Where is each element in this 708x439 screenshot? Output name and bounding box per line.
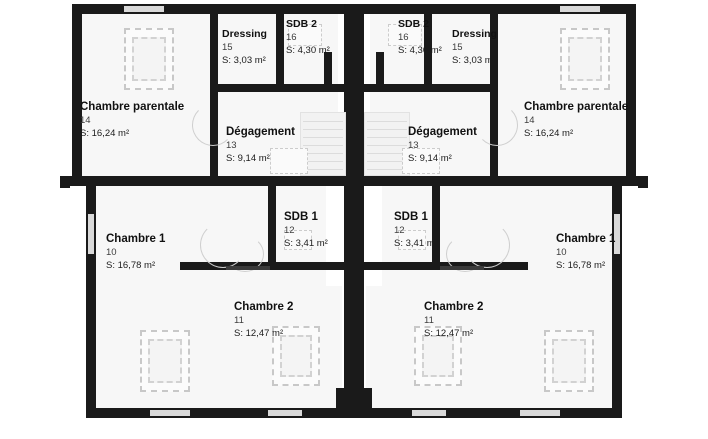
room-area: S: 12,47 m²	[234, 328, 284, 340]
room-area: S: 9,14 m²	[226, 153, 270, 165]
room-name: SDB 2	[286, 18, 317, 30]
label-sdb1-right	[394, 210, 438, 250]
room-area: S: 12,47 m²	[424, 328, 474, 340]
room-number: 16	[398, 32, 409, 44]
room-number: 13	[408, 140, 419, 152]
room-number: 10	[106, 247, 117, 259]
room-name: SDB 2	[398, 18, 429, 30]
room-area: S: 3,03 m²	[452, 55, 496, 66]
room-number: 10	[556, 247, 567, 259]
label-chambre2-right	[424, 300, 483, 340]
wall-step-right-stub	[638, 176, 648, 188]
room-number: 11	[234, 315, 244, 327]
wall-left-unit-sdb2-return	[324, 52, 332, 86]
room-area: S: 3,41 m²	[394, 238, 438, 250]
window-left-side	[88, 214, 94, 254]
room-number: 15	[222, 42, 233, 54]
wall-left-unit-sdb1-vertical	[268, 186, 276, 268]
wall-party-central	[344, 4, 364, 418]
wall-left-unit-horizontal-b	[152, 176, 344, 186]
window-bottom-right-2	[412, 410, 446, 416]
wall-right-upper	[626, 4, 636, 176]
room-area: S: 16,78 m²	[556, 260, 606, 272]
label-chambre1-left	[106, 232, 165, 272]
room-name: Dégagement	[226, 126, 296, 138]
label-degagement-right	[408, 125, 477, 165]
room-area: S: 3,41 m²	[284, 238, 328, 250]
room-area: S: 16,78 m²	[106, 260, 156, 272]
label-degagement-left	[226, 125, 295, 165]
bed-chambre-parentale-left	[124, 28, 174, 90]
wall-top-left	[72, 4, 344, 14]
room-name: Chambre parentale	[80, 101, 185, 113]
wall-left-upper	[72, 4, 82, 176]
room-number: 11	[424, 315, 434, 327]
room-name: SDB 1	[394, 211, 428, 223]
room-number: 14	[80, 115, 91, 127]
window-bottom-right	[520, 410, 560, 416]
room-area: S: 16,24 m²	[80, 128, 130, 140]
room-name: Chambre 2	[234, 301, 294, 313]
room-number: 14	[524, 115, 535, 127]
room-name: Chambre parentale	[524, 101, 629, 113]
room-area: S: 4,30 m²	[286, 45, 330, 56]
room-number: 12	[394, 225, 405, 237]
wall-left-unit-horizontal-c	[268, 262, 344, 270]
door-chambre-parentale-right	[476, 104, 518, 146]
door-leaf-right	[440, 266, 484, 270]
wall-right-unit-horizontal-c	[364, 262, 440, 270]
room-area: S: 16,24 m²	[524, 128, 574, 140]
wall-left-unit-dressing-divider	[276, 14, 284, 84]
label-chambre-parentale-left	[80, 100, 184, 140]
label-chambre-parentale-right	[524, 100, 628, 140]
room-name: Dressing	[452, 28, 497, 40]
label-dressing-right	[452, 28, 497, 67]
room-name: Chambre 1	[556, 233, 616, 245]
label-sdb1-left	[284, 210, 328, 250]
window-bottom-left-2	[268, 410, 302, 416]
wall-right-unit-sdb2-return	[376, 52, 384, 86]
label-sdb2-right	[398, 18, 442, 57]
room-area: S: 3,03 m²	[222, 55, 266, 66]
window-bottom-left	[150, 410, 190, 416]
bed-chambre-parentale-right	[560, 28, 610, 90]
window-top-left	[124, 6, 164, 12]
room-name: SDB 1	[284, 211, 318, 223]
bed-chambre1-left	[140, 330, 190, 392]
room-name: Chambre 1	[106, 233, 166, 245]
label-sdb2-left	[286, 18, 330, 57]
room-name: Dégagement	[408, 126, 478, 138]
label-chambre2-left	[234, 300, 293, 340]
door-leaf-left	[226, 266, 270, 270]
label-chambre1-right	[556, 232, 615, 272]
room-number: 12	[284, 225, 295, 237]
wall-step-left-stub	[60, 176, 70, 188]
room-number: 13	[226, 140, 237, 152]
wall-step-left	[60, 176, 160, 186]
wall-left-unit-vertical-a	[210, 14, 218, 176]
room-name: Chambre 2	[424, 301, 484, 313]
wall-step-right	[548, 176, 648, 186]
window-top-right	[560, 6, 600, 12]
room-area: S: 4,30 m²	[398, 45, 442, 56]
room-area: S: 9,14 m²	[408, 153, 452, 165]
wall-bottom-right	[372, 408, 622, 418]
wall-right-unit-horizontal-b	[364, 176, 556, 186]
room-number: 16	[286, 32, 297, 44]
label-dressing-left	[222, 28, 267, 67]
bed-chambre1-right	[544, 330, 594, 392]
room-number: 15	[452, 42, 463, 54]
room-name: Dressing	[222, 28, 267, 40]
